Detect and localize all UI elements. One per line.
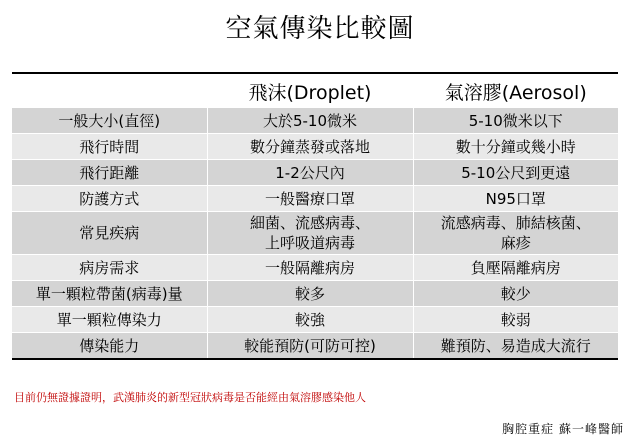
- cell-aerosol: 數十分鐘或幾小時: [413, 134, 618, 160]
- cell-label: 飛行距離: [12, 160, 207, 186]
- cell-droplet: 細菌、流感病毒、 上呼吸道病毒: [207, 212, 413, 255]
- cell-droplet: 一般隔離病房: [207, 255, 413, 281]
- cell-label: 單一顆粒帶菌(病毒)量: [12, 281, 207, 307]
- cell-droplet: 一般醫療口罩: [207, 186, 413, 212]
- cell-aerosol: 5-10公尺到更遠: [413, 160, 618, 186]
- cell-aerosol: 較少: [413, 281, 618, 307]
- cell-droplet: 較強: [207, 307, 413, 333]
- cell-aerosol: 難預防、易造成大流行: [413, 333, 618, 360]
- footnote: 目前仍無證據證明，武漢肺炎的新型冠狀病毒是否能經由氣溶膠感染他人: [14, 391, 366, 404]
- table-row: [12, 281, 618, 307]
- cell-aerosol: N95口罩: [413, 186, 618, 212]
- cell-label: 防護方式: [12, 186, 207, 212]
- cell-label: 傳染能力: [12, 333, 207, 360]
- table-header-row: [12, 73, 618, 108]
- table-row: [12, 333, 618, 360]
- cell-droplet: 數分鐘蒸發或落地: [207, 134, 413, 160]
- cell-label: 病房需求: [12, 255, 207, 281]
- page-title: 空氣傳染比較圖: [225, 14, 415, 44]
- table-row: [12, 134, 618, 160]
- table-row: [12, 212, 618, 255]
- table-row: [12, 307, 618, 333]
- table-row: [12, 108, 618, 134]
- cell-droplet: 大於5-10微米: [207, 108, 413, 134]
- header-droplet: 飛沫(Droplet): [207, 73, 413, 108]
- cell-aerosol: 較弱: [413, 307, 618, 333]
- cell-label: 單一顆粒傳染力: [12, 307, 207, 333]
- cell-label: 常見疾病: [12, 212, 207, 255]
- table-row: [12, 186, 618, 212]
- cell-label: 飛行時間: [12, 134, 207, 160]
- cell-aerosol: 5-10微米以下: [413, 108, 618, 134]
- cell-droplet: 較多: [207, 281, 413, 307]
- cell-aerosol: 負壓隔離病房: [413, 255, 618, 281]
- cell-droplet: 較能預防(可防可控): [207, 333, 413, 360]
- table-row: [12, 160, 618, 186]
- table-row: [12, 255, 618, 281]
- cell-aerosol: 流感病毒、肺結核菌、 麻疹: [413, 212, 618, 255]
- header-blank: [12, 73, 207, 108]
- cell-label: 一般大小(直徑): [12, 108, 207, 134]
- header-aerosol: 氣溶膠(Aerosol): [413, 73, 618, 108]
- author-signature: 胸腔重症 蘇一峰醫師: [502, 422, 624, 436]
- cell-droplet: 1-2公尺內: [207, 160, 413, 186]
- comparison-table: [12, 72, 618, 360]
